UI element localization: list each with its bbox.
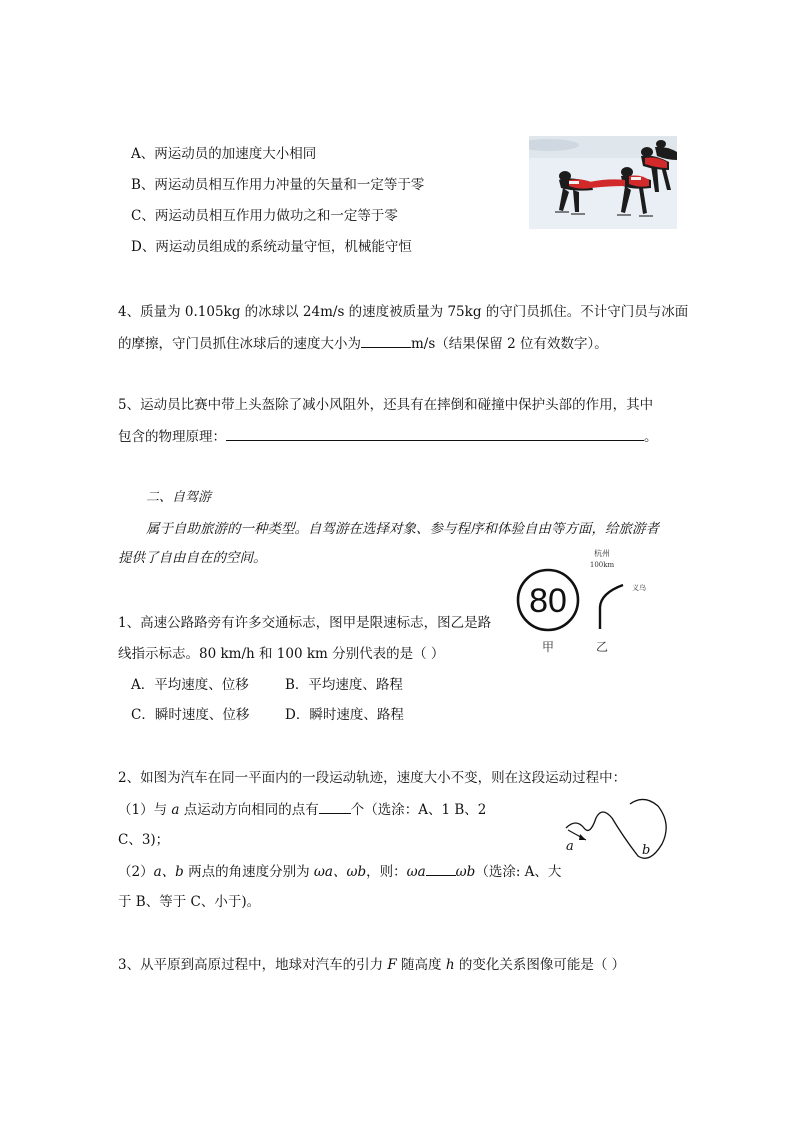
q4-line2 — [118, 335, 608, 352]
label-jia: 甲 — [541, 640, 555, 654]
speed-skating-photo — [529, 136, 677, 229]
sign-speed-value: 80 — [529, 582, 567, 620]
s2q2-var-a: a — [171, 802, 180, 818]
trajectory-curve-icon — [558, 788, 678, 863]
s2q1-option-d: D．瞬时速度、路程 — [285, 707, 404, 723]
s2q2-line4-prefix: （2） — [118, 864, 154, 880]
q5-line2-end: 。 — [644, 429, 658, 445]
s2q1-option-b: B．平均速度、路程 — [285, 677, 403, 693]
section-intro-line2: 提供了自由自在的空间。 — [118, 550, 267, 566]
track-label-a: a — [566, 839, 574, 854]
s2q3-line — [118, 957, 625, 973]
traffic-sign-figure — [515, 547, 675, 657]
route-city-branch: 义乌 — [632, 584, 646, 592]
s2q2-line5: 于 B、等于 C、小于)。 — [118, 894, 261, 910]
section-heading: 二、自驾游 — [146, 490, 212, 505]
s2q2-blank-1[interactable] — [319, 801, 351, 814]
option-b: B、两运动员相互作用力冲量的矢量和一定等于零 — [131, 177, 425, 193]
option-d: D、两运动员组成的系统动量守恒，机械能守恒 — [131, 239, 412, 255]
s2q2-line4-choices: （选涂: A、大 — [475, 864, 562, 880]
car-track-figure — [558, 788, 678, 863]
s2q1-option-a: A．平均速度、位移 — [131, 677, 249, 693]
q5-line2-text: 包含的物理原理： — [118, 429, 226, 445]
s2q2-line1: 2、如图为汽车在同一平面内的一段运动轨迹，速度大小不变，则在这段运动过程中： — [118, 770, 627, 786]
s2q2-line4 — [118, 863, 561, 880]
route-sign-icon — [600, 585, 623, 629]
s2q2-omega-b: ωb — [455, 864, 476, 880]
s2q3-var-h: h — [445, 957, 455, 973]
s2q2-omega-a: ωa — [406, 864, 426, 880]
s2q2-line2 — [118, 801, 486, 818]
skaters-illustration — [529, 136, 677, 229]
s2q2-line4-mid: 两点的角速度分别为 — [183, 864, 314, 880]
s2q1-option-c: C．瞬时速度、位移 — [131, 707, 250, 723]
s2q2-line3: C、3)； — [118, 832, 170, 848]
s2q3-var-f: F — [387, 957, 397, 973]
s2q2-line2-mid: 点运动方向相同的点有 — [179, 802, 319, 818]
track-label-b: b — [642, 843, 651, 858]
s2q1-line1: 1、高速公路路旁有许多交通标志，图甲是限速标志，图乙是路 — [118, 615, 492, 631]
q4-line1: 4、质量为 0.105kg 的冰球以 24m/s 的速度被质量为 75kg 的守门员抓住。不计守门员与冰面 — [118, 304, 689, 320]
q5-answer-blank[interactable] — [226, 428, 644, 441]
arrow-head-icon — [579, 834, 586, 840]
s2q3-suffix: 的变化关系图像可能是（ ） — [454, 957, 626, 973]
s2q2-vars-ab: a、b — [153, 864, 184, 880]
s2q2-line2-prefix: （1）与 — [118, 802, 172, 818]
s2q1-line2: 线指示标志。80 km/h 和 100 km 分别代表的是（ ） — [118, 646, 445, 662]
q4-line2-unit: m/s（结果保留 2 位有效数字）。 — [411, 336, 608, 352]
option-a: A、两运动员的加速度大小相同 — [131, 146, 317, 162]
speed-limit-sign-icon — [515, 547, 675, 657]
s2q2-omegas: ωa、ωb — [313, 864, 367, 880]
option-c: C、两运动员相互作用力做功之和一定等于零 — [131, 208, 398, 224]
q5-line2 — [118, 428, 658, 445]
section-intro-line1: 属于自助旅游的一种类型。自驾游在选择对象、参与程序和体验自由等方面，给旅游者 — [146, 521, 659, 537]
s2q3-prefix: 3、从平原到高原过程中，地球对汽车的引力 — [118, 957, 388, 973]
label-yi: 乙 — [595, 640, 609, 654]
route-distance: 100km — [589, 561, 615, 569]
q4-answer-blank[interactable] — [361, 335, 411, 348]
s2q3-mid: 随高度 — [396, 957, 446, 973]
s2q2-line2-choices: 个（选涂：A、1 B、2 — [350, 802, 487, 818]
q4-line2-text: 的摩擦，守门员抓住冰球后的速度大小为 — [118, 336, 361, 352]
q5-line1: 5、运动员比赛中带上头盔除了减小风阻外，还具有在摔倒和碰撞中保护头部的作用，其中 — [118, 397, 654, 413]
route-city-top: 杭州 — [594, 549, 610, 558]
s2q2-blank-2[interactable] — [426, 863, 456, 876]
s2q2-line4-then: ，则： — [366, 864, 407, 880]
